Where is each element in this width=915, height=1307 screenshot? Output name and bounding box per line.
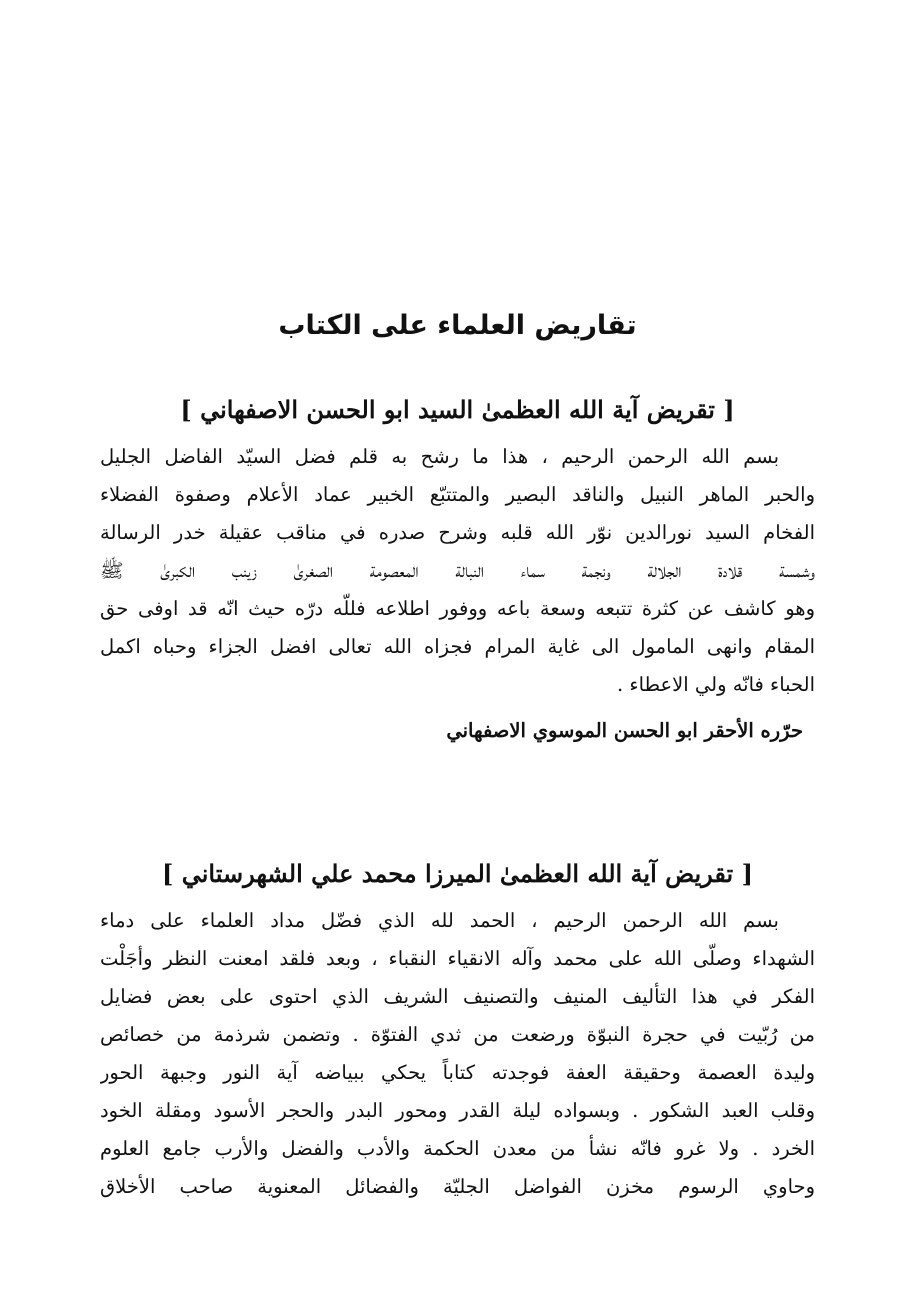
text-line: الفكر في هذا التأليف المنيف والتصنيف الشريف الذي احتوى على بعض فضايل — [100, 985, 815, 1008]
text-line: وحاوي الرسوم مخزن الفواضل الجليّة والفضائل المعنوية صاحب الأخلاق — [100, 1175, 815, 1198]
text-line: والحبر الماهر النبيل والناقد البصير والمتتبّع الخبير عماد الأعلام وصفوة الفضلاء — [100, 483, 815, 506]
section-heading: [ تقريض آية الله العظمىٰ الميرزا محمد علي الشهرستاني ] — [162, 859, 753, 888]
text-line: وهو كاشف عن كثرة تتبعه وسعة باعه ووفور اطلاعه فللّه درّه حيث انّه قد اوفى حق — [100, 597, 815, 620]
text-line: وليدة العصمة وحقيقة العفة فوجدته كتاباً يحكي ببياضه آية النور وجبهة الحور — [100, 1061, 815, 1084]
text-line: الفخام السيد نورالدين نوّر الله قلبه وشرح صدره في مناقب عقيلة خدر الرسالة — [100, 521, 815, 544]
text-line: الخرد . ولا غرو فانّه نشأ من معدن الحكمة والأدب والفضل والأرب جامع العلوم — [100, 1137, 815, 1160]
page-title: تقاريض العلماء على الكتاب — [278, 310, 637, 341]
endorsement-section-isfahani — [100, 388, 815, 750]
section-heading: [ تقريض آية الله العظمىٰ السيد ابو الحسن الاصفهاني ] — [180, 395, 735, 424]
endorsement-paragraph — [100, 438, 815, 704]
text-line: الحباء فانّه ولي الاعطاء . — [617, 673, 815, 696]
endorsement-paragraph — [100, 902, 815, 1206]
text-line: المقام وانهى المامول الى غاية المرام فجزاه الله تعالى افضل الجزاء وحباه اكمل — [100, 635, 815, 658]
text-line: وقلب العبد الشكور . وبسواده ليلة القدر ومحور البدر والحجر الأسود ومقلة الخود — [100, 1099, 815, 1122]
text-line: وشمسة قلادة الجلالة ونجمة سماء النبالة المعصومة الصغرىٰ زينب الكبرىٰ ﷺ — [100, 559, 815, 582]
text-line: الشهداء وصلّى الله على محمد وآله الانقياء النقباء ، وبعد فلقد امعنت النظر وأجَلْت — [100, 947, 815, 970]
text-line: من رُبّيت في حجرة النبوّة ورضعت من ثدي الفتوّة . وتضمن شرذمة من خصائص — [100, 1023, 815, 1046]
text-line: بسم الله الرحمن الرحيم ، الحمد لله الذي فضّل مداد العلماء على دماء — [100, 909, 779, 932]
endorsement-section-shahristani — [100, 852, 815, 1206]
text-line: بسم الله الرحمن الرحيم ، هذا ما رشح به قلم فضل السيّد الفاضل الجليل — [100, 445, 779, 468]
signature-line: حرّره الأحقر ابو الحسن الموسوي الاصفهاني — [446, 719, 803, 742]
